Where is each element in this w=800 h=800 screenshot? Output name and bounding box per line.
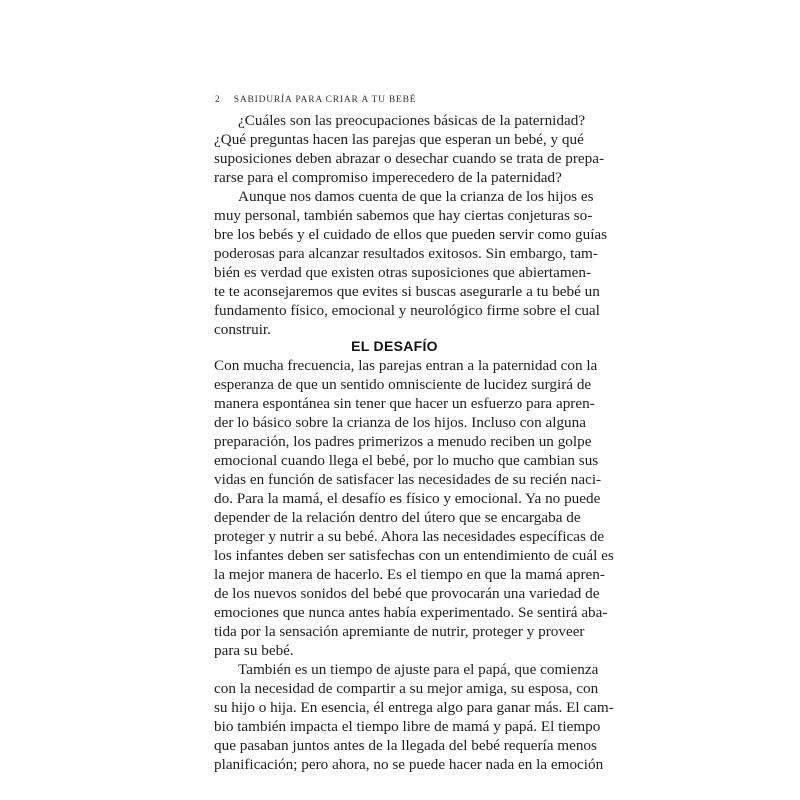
paragraph-2-line: poderosas para alcanzar resultados exitosos. Sin embargo, tam- xyxy=(214,245,598,262)
paragraph-3-line: depender de la relación dentro del útero que se encargaba de xyxy=(214,509,581,526)
paragraph-3-line: vidas en función de satisfacer las necesidades de su recién naci- xyxy=(214,471,602,488)
paragraph-3-line: do. Para la mamá, el desafío es físico y emocional. Ya no puede xyxy=(214,490,601,507)
paragraph-2-line: Aunque nos damos cuenta de que la crianza de los hijos es xyxy=(238,188,594,205)
paragraph-3-line: para su bebé. xyxy=(214,642,294,659)
paragraph-1-line: ¿Cuáles son las preocupaciones básicas de la paternidad? xyxy=(238,112,586,129)
paragraph-2-line: bre los bebés y el cuidado de ellos que pueden servir como guías xyxy=(214,226,608,243)
paragraph-2-line: construir. xyxy=(214,321,271,338)
paragraph-3-line: emociones que nunca antes había experimentado. Se sentirá aba- xyxy=(214,604,608,621)
paragraph-1-line: rarse para el compromiso imperecedero de la paternidad? xyxy=(214,169,562,186)
paragraph-2-line: te te aconsejaremos que evites si buscas asegurarle a tu bebé un xyxy=(214,283,600,300)
running-title: SABIDURÍA PARA CRIAR A TU BEBÉ xyxy=(233,95,417,105)
paragraph-4-line: bio también impacta el tiempo libre de mamá y papá. El tiempo xyxy=(214,718,601,735)
paragraph-2-line: muy personal, también sabemos que hay ciertas conjeturas so- xyxy=(214,207,593,224)
page-number: 2 xyxy=(215,95,221,105)
section-heading: EL DESAFÍO xyxy=(351,338,438,354)
paragraph-2-line: fundamento físico, emocional y neurológico firme sobre el cual xyxy=(214,302,600,319)
paragraph-3-line: proteger y nutrir a su bebé. Ahora las necesidades específicas de xyxy=(214,528,605,545)
paragraph-3-line: los infantes deben ser satisfechas con un entendimiento de cuál es xyxy=(214,547,614,564)
paragraph-3-line: Con mucha frecuencia, las parejas entran a la paternidad con la xyxy=(214,357,598,374)
paragraph-3-line: de los nuevos sonidos del bebé que provocarán una variedad de xyxy=(214,585,600,602)
paragraph-1-line: ¿Qué preguntas hacen las parejas que esperan un bebé, y qué xyxy=(214,131,584,148)
paragraph-4-line: También es un tiempo de ajuste para el papá, que comienza xyxy=(238,661,599,678)
paragraph-3-line: manera espontánea sin tener que hacer un esfuerzo para apren- xyxy=(214,395,595,412)
running-header xyxy=(215,95,416,105)
paragraph-4-line: que pasaban juntos antes de la llegada del bebé requería menos xyxy=(214,737,597,754)
paragraph-3-line: la mejor manera de hacerlo. Es el tiempo en que la mamá apren- xyxy=(214,566,605,583)
paragraph-4-line: con la necesidad de compartir a su mejor amiga, su esposa, con xyxy=(214,680,599,697)
paragraph-4-line: planificación; pero ahora, no se puede hacer nada en la emoción xyxy=(214,756,604,773)
paragraph-3-line: tida por la sensación apremiante de nutrir, proteger y proveer xyxy=(214,623,585,640)
paragraph-3-line: esperanza de que un sentido omnisciente de lucidez surgirá de xyxy=(214,376,592,393)
paragraph-4-line: su hijo o hija. En esencia, él entrega algo para ganar más. El cam- xyxy=(214,699,614,716)
paragraph-1-line: suposiciones deben abrazar o desechar cuando se trata de prepa- xyxy=(214,150,605,167)
paragraph-3-line: der lo básico sobre la crianza de los hijos. Incluso con alguna xyxy=(214,414,586,431)
paragraph-2-line: bién es verdad que existen otras suposiciones que abiertamen- xyxy=(214,264,592,281)
paragraph-3-line: preparación, los padres primerizos a menudo reciben un golpe xyxy=(214,433,592,450)
paragraph-3-line: emocional cuando llega el bebé, por lo mucho que cambian sus xyxy=(214,452,599,469)
